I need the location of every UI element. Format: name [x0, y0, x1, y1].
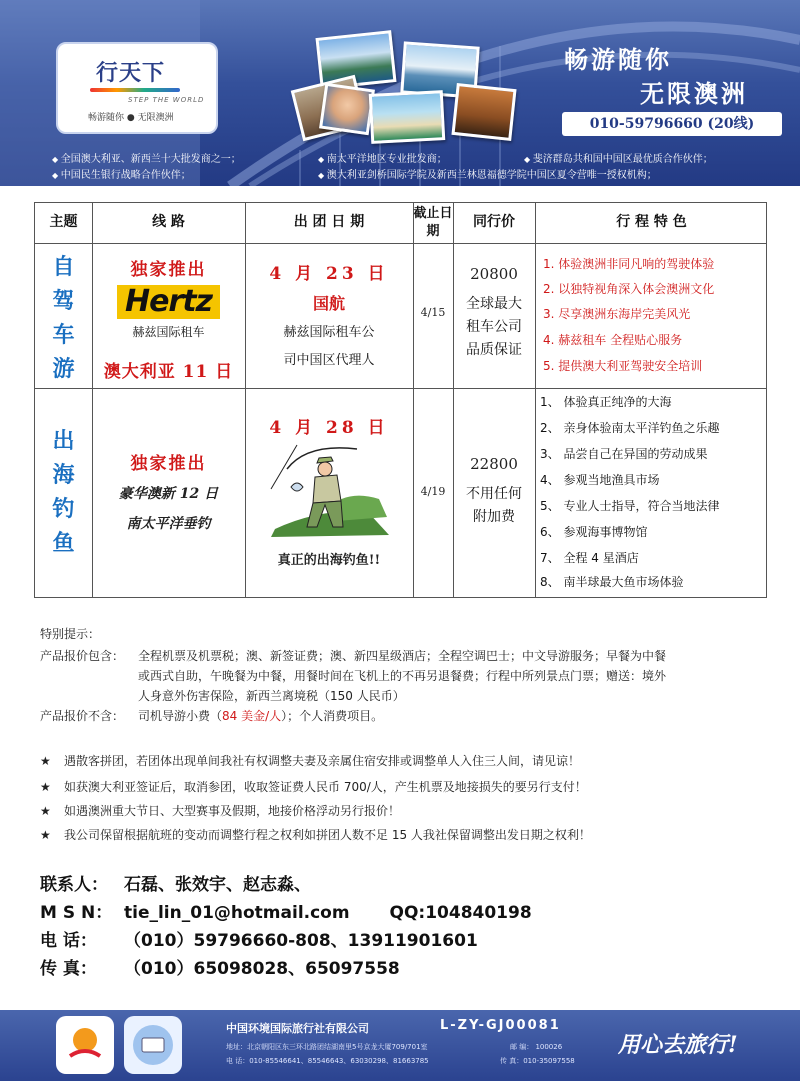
header-price: 同行价	[473, 214, 515, 230]
row2-feature: 7、 全程 4 星酒店	[540, 551, 639, 565]
row1-agent-2: 司中国区代理人	[283, 353, 375, 368]
row2-route-name: 豪华澳新 12 日	[118, 486, 219, 502]
msn-address[interactable]: tie_lin_01@hotmail.com	[124, 903, 350, 923]
footer-slogan: 用心去旅行!	[618, 1032, 738, 1058]
row2-feature: 6、 参观海事博物馆	[540, 525, 648, 539]
photo-musician	[451, 83, 516, 141]
header-banner	[0, 0, 800, 186]
partner-logo-1-icon	[56, 1016, 114, 1074]
row2-date: 4 月 28 日	[269, 418, 389, 438]
hertz-logo	[92, 285, 245, 319]
row2-deadline: 4/19	[420, 485, 446, 498]
row1-deadline: 4/15	[420, 306, 446, 319]
header-deadline: 截止日期	[413, 206, 453, 239]
row1-theme: 自 驾 车 游	[52, 255, 75, 382]
row1-price: 20800	[470, 265, 518, 283]
row2-exclusive: 独家推出	[130, 454, 207, 474]
slogan-line-1: 畅游随你	[564, 46, 672, 74]
row1-airline: 国航	[312, 294, 345, 313]
row1-exclusive: 独家推出	[130, 260, 207, 280]
notice-item: ★ 我公司保留根据航班的变动而调整行程之权利如拼团人数不足 15 人我社保留调整出发日期之权利！	[40, 828, 591, 842]
header-features: 行 程 特 色	[616, 214, 687, 230]
partner-logo-1	[56, 1016, 114, 1074]
notice-item: ★ 如遇澳洲重大节日、大型赛事及假期，地接价格浮动另行报价！	[40, 804, 401, 818]
excluded-label: 产品报价不含：	[40, 709, 125, 723]
fisherman-illustration	[267, 439, 395, 539]
notice-item: ★ 如获澳大利亚签证后，取消参团，收取签证费人民币 700/人，产生机票及地接损失的要另行支付！	[40, 780, 587, 794]
row1-price-note: 全球最大 租车公司 品质保证	[466, 296, 522, 358]
row2-price: 22800	[470, 455, 518, 473]
row2-feature: 8、 南半球最大鱼市场体验	[540, 575, 684, 589]
partner-logo-2	[124, 1016, 182, 1074]
company-postcode: 邮 编： 100026	[510, 1043, 563, 1051]
company-fax: 传 真：010-35097558	[500, 1057, 575, 1065]
row2-theme: 出 海 钓 鱼	[52, 429, 75, 556]
contact-msn: M S N： tie_lin_01@hotmail.com QQ:104840198	[40, 903, 532, 923]
row2-feature: 2、 亲身体验南太平洋钓鱼之乐趣	[540, 421, 720, 435]
slogan-line-2: 无限澳洲	[640, 80, 748, 108]
row2-price-note: 不用任何 附加费	[466, 486, 522, 525]
excluded-text: 司机导游小费（84 美金/人）；个人消费项目。	[138, 709, 384, 723]
company-name: 中国环境国际旅行社有限公司	[226, 1022, 369, 1035]
row2-feature: 1、 体验真正纯净的大海	[540, 395, 672, 409]
header-bullet: ◆ 斐济群岛共和国中国区最优质合作伙伴；	[524, 150, 713, 165]
row1-feature: 2. 以独特视角深入体会澳洲文化	[543, 282, 715, 296]
contact-people: 联系人： 石磊、张效宇、赵志淼、	[40, 875, 311, 895]
row1-agent-1: 赫兹国际租车公	[283, 325, 375, 340]
header-route: 线 路	[152, 214, 185, 230]
row1-date: 4 月 23 日	[269, 264, 389, 284]
tip-amount: 84 美金/人	[222, 709, 282, 723]
included-text: 全程机票及机票税；澳、新签证费；澳、新四星级酒店；全程空调巴士；中文导游服务；早餐为中餐 或西式自助，午晚餐为中餐，用餐时间在飞机上的不再另退餐费；行程中所列景点门票；赠送：境外 人身意外伤害保险，新西兰离境税（150 人民币）	[138, 649, 667, 703]
hertz-caption: 赫兹国际租车	[132, 325, 205, 339]
included-label: 产品报价包含：	[40, 649, 125, 663]
logo	[56, 42, 218, 134]
contact-fax: 传 真： （010）65098028、65097558	[40, 959, 400, 979]
row2-date-note: 真正的出海钓鱼!!	[277, 553, 381, 568]
company-address: 地址：北京朝阳区东三环北路团结湖南里5号京龙大厦709/701室	[226, 1043, 428, 1051]
photo-child	[319, 83, 375, 136]
row1-feature: 4. 赫兹租车 全程贴心服务	[543, 333, 683, 347]
header-phone: 010-59796660 (20线)	[562, 112, 782, 136]
row1-route-name: 澳大利亚 11 日	[103, 362, 234, 382]
logo-english: STEP THE WORLD	[128, 96, 205, 104]
company-phones: 电 话：010-85546641、85546643、63030298、81663785	[226, 1057, 429, 1065]
row1-feature: 3. 尽享澳洲东海岸完美风光	[543, 307, 691, 321]
header-departure: 出 团 日 期	[293, 214, 365, 230]
license-number: L-ZY-GJ00081	[440, 1018, 561, 1033]
logo-stripe	[90, 88, 180, 92]
footer-bar	[0, 1010, 800, 1081]
header-bullet: ◆ 南太平洋地区专业批发商；	[318, 150, 447, 165]
contact-tel: 电 话： （010）59796660-808、13911901601	[40, 931, 478, 951]
hertz-brand: Hertz	[117, 285, 220, 319]
notice-item: ★ 遇散客拼团，若团体出现单间我社有权调整夫妻及亲属住宿安排或调整单人入住三人间，请见谅！	[40, 754, 581, 768]
header-bullet: ◆ 澳大利亚剑桥国际学院及新西兰林恩福德学院中国区夏令营唯一授权机构；	[318, 166, 657, 181]
photo-beach	[369, 90, 446, 144]
logo-text: 行天下	[96, 60, 166, 86]
itinerary-table	[34, 202, 767, 598]
row2-feature: 3、 品尝自己在异国的劳动成果	[540, 447, 708, 461]
row1-feature: 1. 体验澳洲非同凡响的驾驶体验	[543, 257, 715, 271]
row2-feature: 5、 专业人士指导，符合当地法律	[540, 499, 720, 513]
header-theme: 主题	[49, 214, 78, 230]
qq-number: QQ:104840198	[389, 903, 532, 923]
logo-tagline: 畅游随你 ● 无限澳洲	[88, 113, 174, 123]
notes-title: 特别提示：	[40, 627, 101, 641]
header-bullet: ◆ 全国澳大利亚、新西兰十大批发商之一；	[52, 150, 241, 165]
row2-feature: 4、 参观当地渔具市场	[540, 473, 660, 487]
header-bullet: ◆ 中国民生银行战略合作伙伴；	[52, 166, 191, 181]
partner-logo-2-icon	[124, 1016, 182, 1074]
row1-feature: 5. 提供澳大利亚驾驶安全培训	[543, 359, 703, 373]
row2-route-sub: 南太平洋垂钓	[126, 516, 211, 532]
